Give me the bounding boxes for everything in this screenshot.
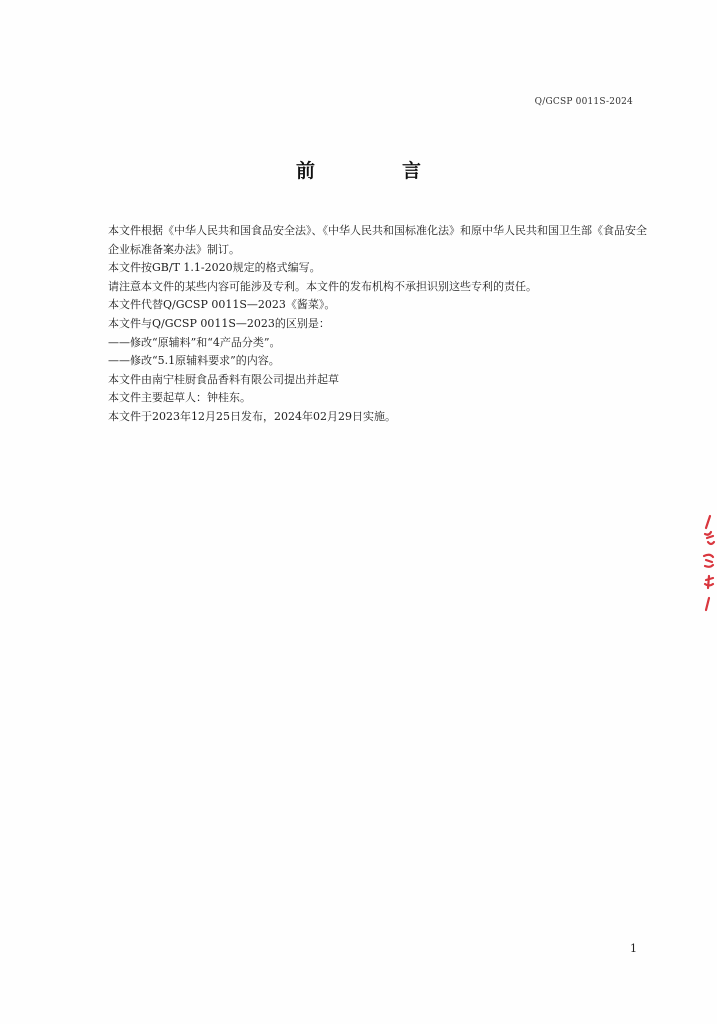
paragraph-drafter-person: 本文件主要起草人：钟桂东。 bbox=[108, 391, 251, 405]
paragraph-dates: 本文件于2023年12月25日发布，2024年02月29日实施。 bbox=[108, 409, 396, 423]
seal-stamp-fragment bbox=[697, 512, 717, 612]
paragraph-differences: 本文件与Q/GCSP 0011S—2023的区别是： bbox=[108, 316, 330, 330]
paragraph-drafter-org: 本文件由南宁桂厨食品香料有限公司提出并起草 bbox=[108, 372, 339, 386]
foreword-body bbox=[108, 222, 653, 427]
paragraph-change-1: ——修改“原辅料”和“4产品分类”。 bbox=[108, 335, 281, 349]
paragraph-replaces: 本文件代替Q/GCSP 0011S—2023《酱菜》。 bbox=[108, 298, 336, 312]
paragraph-patent: 请注意本文件的某些内容可能涉及专利。本文件的发布机构不承担识别这些专利的责任。 bbox=[108, 279, 537, 293]
document-code: Q/GCSP 0011S-2024 bbox=[534, 97, 633, 107]
page-number: 1 bbox=[630, 942, 637, 955]
paragraph-format: 本文件按GB/T 1.1-2020规定的格式编写。 bbox=[108, 261, 321, 275]
paragraph-change-2: ——修改“5.1原辅料要求”的内容。 bbox=[108, 354, 280, 368]
page-title: 前 言 bbox=[295, 160, 455, 182]
paragraph-basis: 本文件根据《中华人民共和国食品安全法》、《中华人民共和国标准化法》和原中华人民共和国卫生部《食品安全企业标准备案办法》制订。 bbox=[108, 224, 647, 256]
